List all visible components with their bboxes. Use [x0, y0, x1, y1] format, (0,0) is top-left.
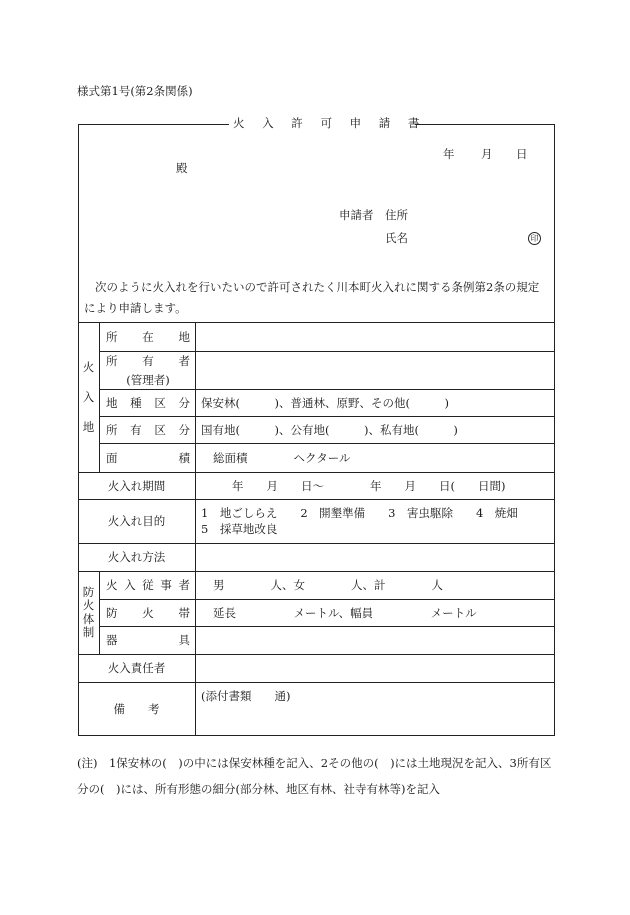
responsible-label: 火入責任者 [107, 661, 166, 675]
area-value: 総面積 ヘクタール [213, 450, 351, 465]
applicant-label: 申請者 [339, 208, 374, 222]
fire-prevention-group-label: 防 火 体 制 [82, 585, 95, 639]
purpose-label: 火入れ目的 [107, 514, 166, 528]
period-label: 火入れ期間 [107, 478, 166, 493]
area-label: 面 積 [106, 450, 190, 465]
land-type-value: 保安林( )、普通林、原野、その他( ) [201, 395, 449, 410]
footnote-prefix: (注) [77, 756, 98, 770]
owner-label: 所 有 者 (管理者) [106, 353, 190, 387]
remarks-value: (添付書類 通) [201, 689, 291, 703]
date-year: 年 [443, 147, 455, 161]
workers-label: 火 入 従 事 者 [106, 578, 190, 592]
purpose-options-line1: 1 地ごしらえ 2 開墾準備 3 害虫駆除 4 焼畑 [201, 506, 518, 520]
footnote-text: 1保安林の( )の中には保安林種を記入、2その他の( )には土地現況を記入、3所有区分の( )には、所有形態の細分(部分林、地区有林、社寺有林等)を記入 [77, 756, 552, 796]
date-day: 日 [516, 147, 528, 161]
footnote [77, 750, 555, 802]
form-title: 火 入 許 可 申 請 書 [229, 118, 415, 130]
address-label: 住所 [385, 208, 408, 222]
workers-value: 男 人、女 人、計 人 [213, 578, 443, 592]
firebreak-label: 防 火 帯 [106, 605, 190, 620]
ownership-type-label: 所 有 区 分 [106, 422, 190, 437]
divider [99, 571, 100, 654]
addressee-suffix: 殿 [176, 161, 188, 175]
ownership-type-value: 国有地( )、公有地( )、私有地( ) [201, 422, 458, 437]
period-value: 年 月 日〜 年 月 日( 日間) [232, 478, 506, 493]
date-month: 月 [481, 147, 493, 161]
land-type-label: 地 種 区 分 [106, 395, 190, 410]
remarks-label: 備 考 [113, 702, 160, 716]
method-label: 火入れ方法 [107, 550, 166, 564]
divider [99, 322, 100, 472]
seal-icon: 印 [528, 232, 541, 245]
purpose-options-line2: 5 採草地改良 [201, 522, 278, 536]
fire-site-group-label: 火 入 地 [82, 360, 95, 434]
location-label: 所 在 地 [106, 329, 190, 344]
name-label: 氏名 [385, 231, 408, 245]
firebreak-value: 延長 メートル、幅員 メートル [213, 605, 477, 620]
form-id: 様式第1号(第2条関係) [77, 84, 193, 98]
statement-text: 次のように火入れを行いたいので許可されたく川本町火入れに関する条例第2条の規定により申請します。 [84, 280, 540, 315]
equipment-label: 器 具 [106, 633, 190, 647]
divider [195, 322, 196, 736]
seal-mark [528, 232, 541, 245]
